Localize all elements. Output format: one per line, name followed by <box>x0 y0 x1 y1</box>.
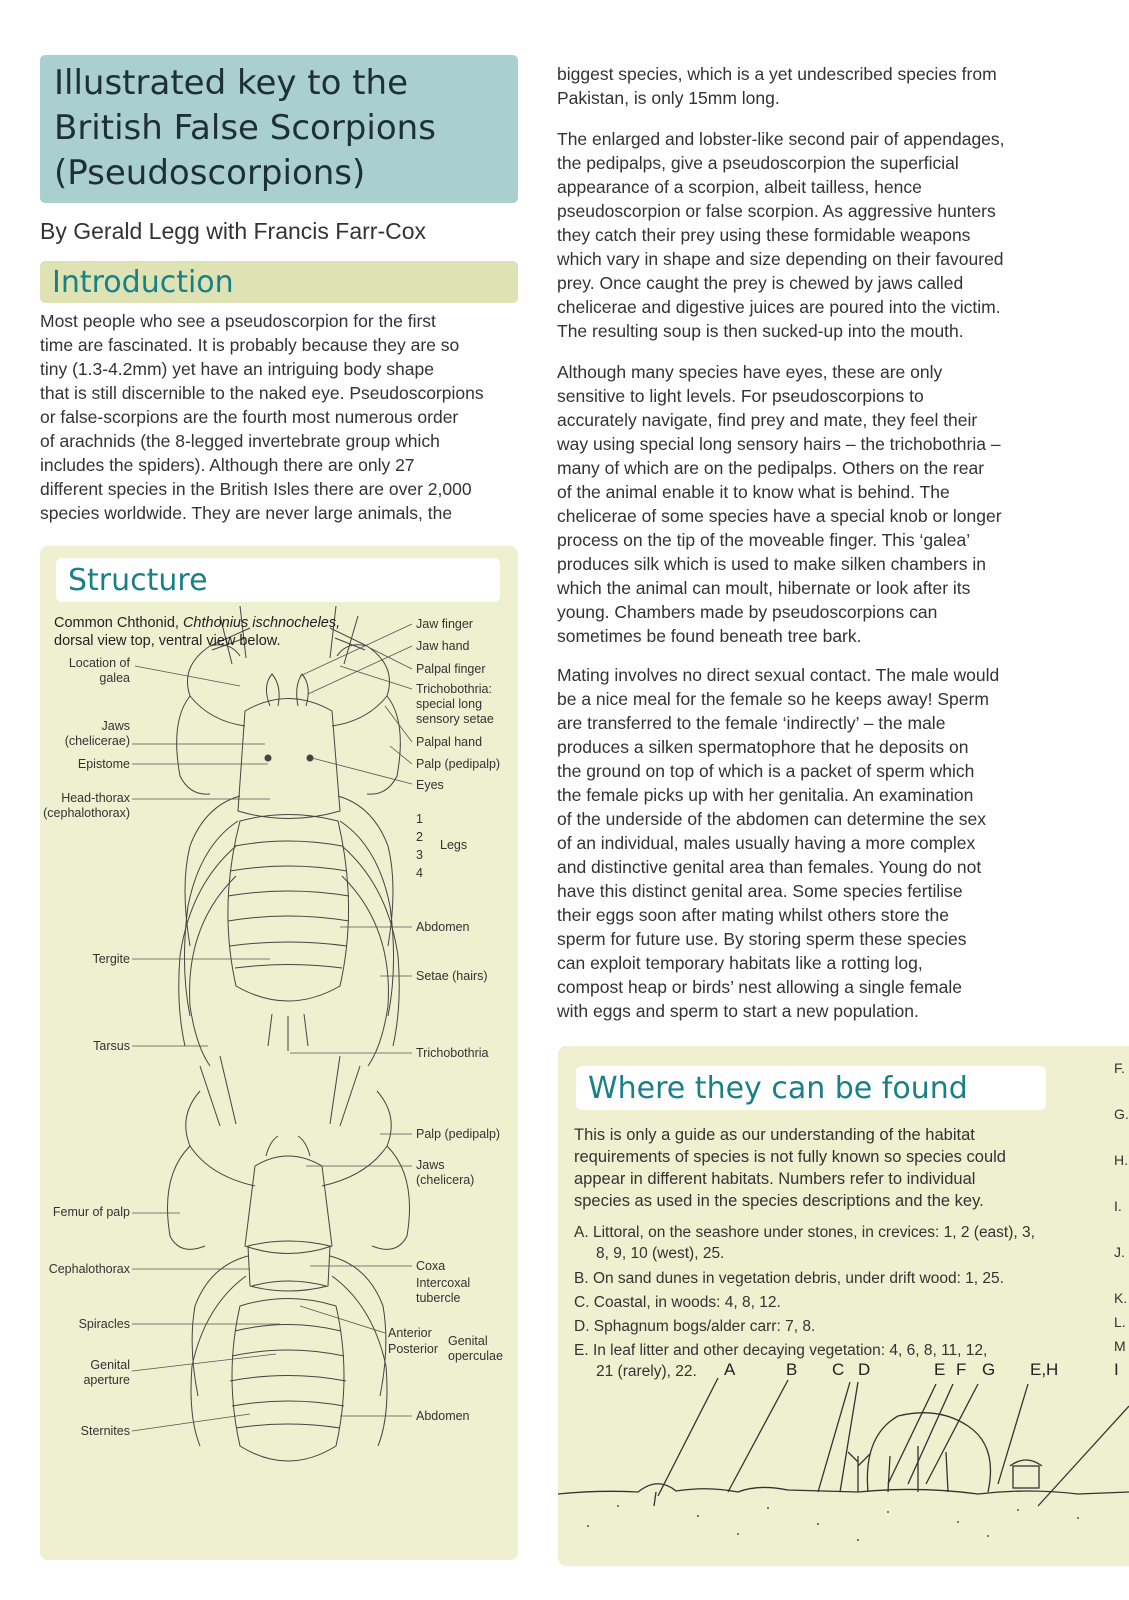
structure-heading-box <box>56 558 500 602</box>
text-line: time are fascinated. It is probably because they are so <box>40 335 460 355</box>
habitat-text: A. Littoral, on the seashore under stones, in crevices: 1, 2 (east), 3, <box>574 1224 1035 1241</box>
habitat-intro <box>574 1124 1006 1212</box>
text-line: biggest species, which is a yet undescribed species from <box>557 64 997 84</box>
label-leg-number: 1 <box>416 812 423 826</box>
label-jaws-chelicerae: Jaws (chelicerae) <box>64 719 130 748</box>
label-sternites: Sternites <box>80 1424 130 1438</box>
text-line: chelicerae of some species have a special knob or longer <box>557 506 1002 526</box>
habitat-heading-box <box>576 1066 1046 1110</box>
habitat-text: E. In leaf litter and other decaying vegetation: 4, 6, 8, 11, 12, <box>574 1342 988 1359</box>
caption-species: Chthonius ischnocheles, <box>182 615 341 631</box>
label-setae-hairs: Setae (hairs) <box>416 969 488 983</box>
text-line: species as used in the species descriptions and the key. <box>574 1192 984 1210</box>
scene-letter: C <box>832 1360 845 1379</box>
habitat-item <box>574 1268 1004 1289</box>
scene-letter: G <box>982 1360 996 1379</box>
text-line: which the animal can moult, hibernate or look after its <box>557 578 971 598</box>
text-line: The enlarged and lobster-like second pair of appendages, <box>557 129 1005 149</box>
label-leg-number: 3 <box>416 848 423 862</box>
habitat-scene-illustration <box>558 1366 1129 1566</box>
scene-letter: A <box>724 1360 736 1379</box>
scene-letter: B <box>786 1360 798 1379</box>
label-abdomen: Abdomen <box>416 920 470 934</box>
habitat-heading: Where they can be found <box>588 1070 968 1106</box>
text-line: compost heap or birds’ nest allowing a single female <box>557 977 962 997</box>
edge-letter: K. <box>1114 1290 1128 1306</box>
habitat-text: B. On sand dunes in vegetation debris, under drift wood: 1, 25. <box>574 1270 1004 1287</box>
label-coxa: Coxa <box>416 1259 446 1273</box>
habitat-text: D. Sphagnum bogs/alder carr: 7, 8. <box>574 1318 816 1335</box>
label-anterior: Anterior <box>388 1326 432 1340</box>
label-trichobothria: Trichobothria <box>416 1046 489 1060</box>
text-line: Most people who see a pseudoscorpion for the first <box>40 311 436 331</box>
text-line: pseudoscorpion or false scorpion. As aggressive hunters <box>557 201 996 221</box>
edge-letter: F. <box>1114 1060 1125 1076</box>
label-head-thorax: Head-thorax (cephalothorax) <box>43 791 130 820</box>
text-line: way using special long sensory hairs – the trichobothria – <box>557 434 1001 454</box>
text-line: process on the tip of the moveable finger. This ‘galea’ <box>557 530 971 550</box>
caption-text: Common Chthonid, <box>54 615 183 631</box>
text-line: they catch their prey using these formidable weapons <box>557 225 971 245</box>
text-line: accurately navigate, find prey and mate, they feel their <box>557 410 978 430</box>
intro-heading-box <box>40 261 518 303</box>
text-line: many of which are on the pedipalps. Others on the rear <box>557 458 985 478</box>
habitat-text: 21 (rarely), 22. <box>596 1363 697 1380</box>
body-paragraph-3 <box>557 360 1002 648</box>
text-line: chelicerae and digestive juices are poured into the victim. <box>557 297 1001 317</box>
label-genital-operculae: Genital operculae <box>448 1334 503 1363</box>
label-palp-pedipalp-ventral: Palp (pedipalp) <box>416 1127 501 1141</box>
text-line: prey. Once caught the prey is chewed by jaws called <box>557 273 964 293</box>
edge-letter: I. <box>1114 1198 1122 1214</box>
label-jaw-finger: Jaw finger <box>416 617 473 631</box>
scene-letter: D <box>858 1360 871 1379</box>
label-jaws-chelicera: Jaws (chelicera) <box>416 1158 475 1187</box>
label-cephalothorax: Cephalothorax <box>48 1262 130 1276</box>
text-line: different species in the British Isles there are over 2,000 <box>40 479 472 499</box>
intro-paragraph <box>40 309 484 525</box>
title-line: (Pseudoscorpions) <box>54 153 366 193</box>
label-eyes: Eyes <box>416 778 444 792</box>
text-line: produces silk which is used to make silken chambers in <box>557 554 986 574</box>
title-box <box>40 55 518 203</box>
text-line: produces a silken spermatophore that he deposits on <box>557 737 969 757</box>
habitat-item <box>574 1316 815 1337</box>
text-line: be a nice meal for the female so he keeps away! Sperm <box>557 689 989 709</box>
text-line: sometimes be found beneath tree bark. <box>557 626 862 646</box>
label-palpal-hand: Palpal hand <box>416 735 483 749</box>
habitat-text: C. Coastal, in woods: 4, 8, 12. <box>574 1294 781 1311</box>
body-paragraph-4 <box>557 663 999 1023</box>
label-palpal-finger: Palpal finger <box>416 662 486 676</box>
text-line: that is still discernible to the naked eye. Pseudoscorpions <box>40 383 484 403</box>
text-line: of arachnids (the 8-legged invertebrate group which <box>40 431 440 451</box>
label-leg-number: 2 <box>416 830 423 844</box>
edge-letter: H. <box>1114 1152 1128 1168</box>
text-line: Although many species have eyes, these are only <box>557 362 943 382</box>
label-trichobothria-setae: Trichobothria: special long sensory setae <box>416 682 494 726</box>
label-posterior: Posterior <box>388 1342 439 1356</box>
text-line: Pakistan, is only 15mm long. <box>557 88 780 108</box>
text-line: or false-scorpions are the fourth most numerous order <box>40 407 459 427</box>
text-line: tiny (1.3-4.2mm) yet have an intriguing body shape <box>40 359 434 379</box>
label-leg-number: 4 <box>416 866 423 880</box>
byline: By Gerald Legg with Francis Farr-Cox <box>40 218 427 244</box>
habitat-text: 8, 9, 10 (west), 25. <box>596 1245 725 1262</box>
scene-letter: E,H <box>1030 1360 1059 1379</box>
edge-letter: J. <box>1114 1244 1125 1260</box>
label-femur-of-palp: Femur of palp <box>52 1205 130 1219</box>
label-legs: Legs <box>440 838 468 852</box>
scene-letter: F <box>956 1360 967 1379</box>
body-paragraph-2 <box>557 127 1005 343</box>
caption-text: dorsal view top, ventral view below. <box>54 633 281 649</box>
text-line: which vary in shape and size depending on their favoured <box>557 249 1004 269</box>
title-line: British False Scorpions <box>54 108 436 148</box>
text-line: the female picks up with her genitalia. An examination <box>557 785 974 805</box>
label-intercoxal-tubercle: Intercoxal tubercle <box>416 1276 471 1305</box>
text-line: appearance of a scorpion, albeit tailless, hence <box>557 177 922 197</box>
scene-letter: E <box>934 1360 946 1379</box>
text-line: species worldwide. They are never large animals, the <box>40 503 453 523</box>
intro-heading: Introduction <box>52 264 234 300</box>
text-line: young. Chambers made by pseudoscorpions can <box>557 602 938 622</box>
structure-heading: Structure <box>68 562 208 598</box>
text-line: have this distinct genital area. Some species fertilise <box>557 881 963 901</box>
edge-letter: M <box>1114 1338 1126 1354</box>
text-line: the pedipalps, give a pseudoscorpion the superficial <box>557 153 959 173</box>
label-tarsus: Tarsus <box>93 1039 130 1053</box>
text-line: The resulting soup is then sucked-up into the mouth. <box>557 321 964 341</box>
text-line: appear in different habitats. Numbers refer to individual <box>574 1170 976 1188</box>
text-line: includes the spiders). Although there are only 27 <box>40 455 415 475</box>
text-line: requirements of species is not fully known so species could <box>574 1148 1006 1166</box>
text-line: sensitive to light levels. For pseudoscorpions to <box>557 386 924 406</box>
habitat-item <box>574 1222 1035 1264</box>
habitat-panel <box>558 1046 1129 1566</box>
label-jaw-hand: Jaw hand <box>416 639 470 653</box>
structure-caption <box>54 614 340 650</box>
text-line: with eggs and sperm to start a new population. <box>557 1001 919 1021</box>
text-line: can exploit temporary habitats like a rotting log, <box>557 953 923 973</box>
text-line: the ground on top of which is a packet of sperm which <box>557 761 975 781</box>
text-line: their eggs soon after mating whilst others store the <box>557 905 950 925</box>
label-genital-aperture: Genital aperture <box>83 1358 130 1387</box>
label-spiracles: Spiracles <box>78 1317 130 1331</box>
title-line: Illustrated key to the <box>54 63 409 103</box>
label-tergite: Tergite <box>92 952 130 966</box>
text-line: are transferred to the female ‘indirectly’ – the male <box>557 713 946 733</box>
habitat-item <box>574 1292 781 1313</box>
label-abdomen-ventral: Abdomen <box>416 1409 470 1423</box>
text-line: of the underside of the abdomen can determine the sex <box>557 809 987 829</box>
text-line: and distinctive genital area than females. Young do not <box>557 857 982 877</box>
label-location-of-galea: Location of galea <box>68 656 130 685</box>
text-line: sperm for future use. By storing sperm these species <box>557 929 967 949</box>
text-line: Mating involves no direct sexual contact. The male would <box>557 665 1000 685</box>
edge-letter: G. <box>1114 1106 1129 1122</box>
text-line: This is only a guide as our understanding of the habitat <box>574 1126 975 1144</box>
edge-letter: L. <box>1114 1314 1126 1330</box>
label-epistome: Epistome <box>77 757 130 771</box>
scene-letter: I <box>1114 1360 1119 1379</box>
structure-panel <box>40 546 518 1560</box>
text-line: of the animal enable it to know what is behind. The <box>557 482 950 502</box>
text-line: of an individual, males usually having a more complex <box>557 833 976 853</box>
body-paragraph-1 <box>557 62 997 110</box>
label-palp-pedipalp: Palp (pedipalp) <box>416 757 501 771</box>
